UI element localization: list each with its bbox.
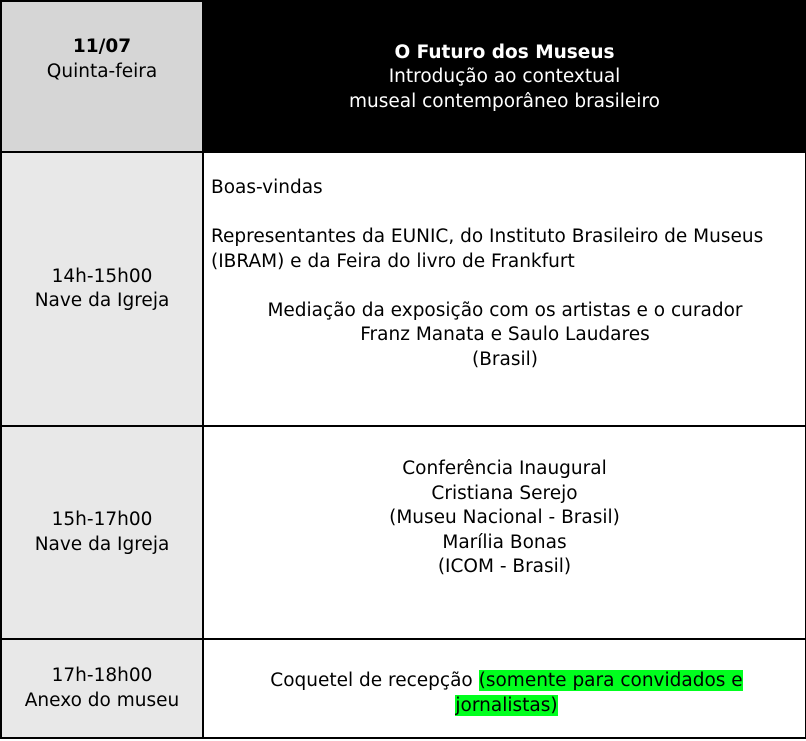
session-details-cell xyxy=(203,426,806,639)
session-time: 14h-15h00 xyxy=(51,265,153,287)
session-time-cell xyxy=(1,152,203,426)
spacer xyxy=(211,274,799,299)
mediation-block xyxy=(211,299,799,373)
speaker-name-2: Marília Bonas xyxy=(442,531,567,553)
invitation-note-highlight: (somente para convidados e xyxy=(478,670,743,691)
session-time-cell xyxy=(1,639,203,738)
program-title: O Futuro dos Museus xyxy=(394,41,615,63)
session-details-cell xyxy=(203,639,806,738)
header-row xyxy=(1,1,806,152)
conference-title: Conferência Inaugural xyxy=(402,458,607,480)
session-time: 17h-18h00 xyxy=(51,665,153,686)
mediation-line-1: Mediação da exposição com os artistas e o curador xyxy=(267,299,743,321)
speaker-name-1: Cristiana Serejo xyxy=(431,482,578,504)
session-time-cell xyxy=(1,426,203,639)
session-row xyxy=(1,639,806,738)
session-details-cell xyxy=(203,152,806,426)
session-place: Nave da Igreja xyxy=(34,290,170,311)
speaker-affiliation-1: (Museu Nacional - Brasil) xyxy=(389,507,620,529)
invitation-note-highlight-continued: jornalistas) xyxy=(455,694,558,716)
day-date: 11/07 xyxy=(72,36,132,57)
mediation-line-3: (Brasil) xyxy=(472,348,538,370)
mediation-line-2: Franz Manata e Saulo Laudares xyxy=(360,324,650,345)
cocktail-text: Coquetel de recepção xyxy=(270,670,479,691)
session-row xyxy=(1,152,806,426)
representatives-text: Representantes da EUNIC, do Instituto Brasileiro de Museus (IBRAM) e da Feira do livro de Frankfurt xyxy=(211,226,764,272)
welcome-text: Boas-vindas xyxy=(211,177,323,198)
spacer xyxy=(211,201,799,226)
session-place: Anexo do museu xyxy=(24,689,180,711)
program-subtitle-line-2: museal contemporâneo brasileiro xyxy=(349,90,660,112)
session-place: Nave da Igreja xyxy=(34,533,170,555)
program-subtitle-line-1: Introdução ao contextual xyxy=(388,66,621,88)
session-time: 15h-17h00 xyxy=(51,509,153,530)
title-cell xyxy=(203,1,806,152)
speaker-affiliation-2: (ICOM - Brasil) xyxy=(437,556,572,578)
day-weekday: Quinta-feira xyxy=(46,60,158,82)
day-cell xyxy=(1,1,203,152)
session-row xyxy=(1,426,806,639)
